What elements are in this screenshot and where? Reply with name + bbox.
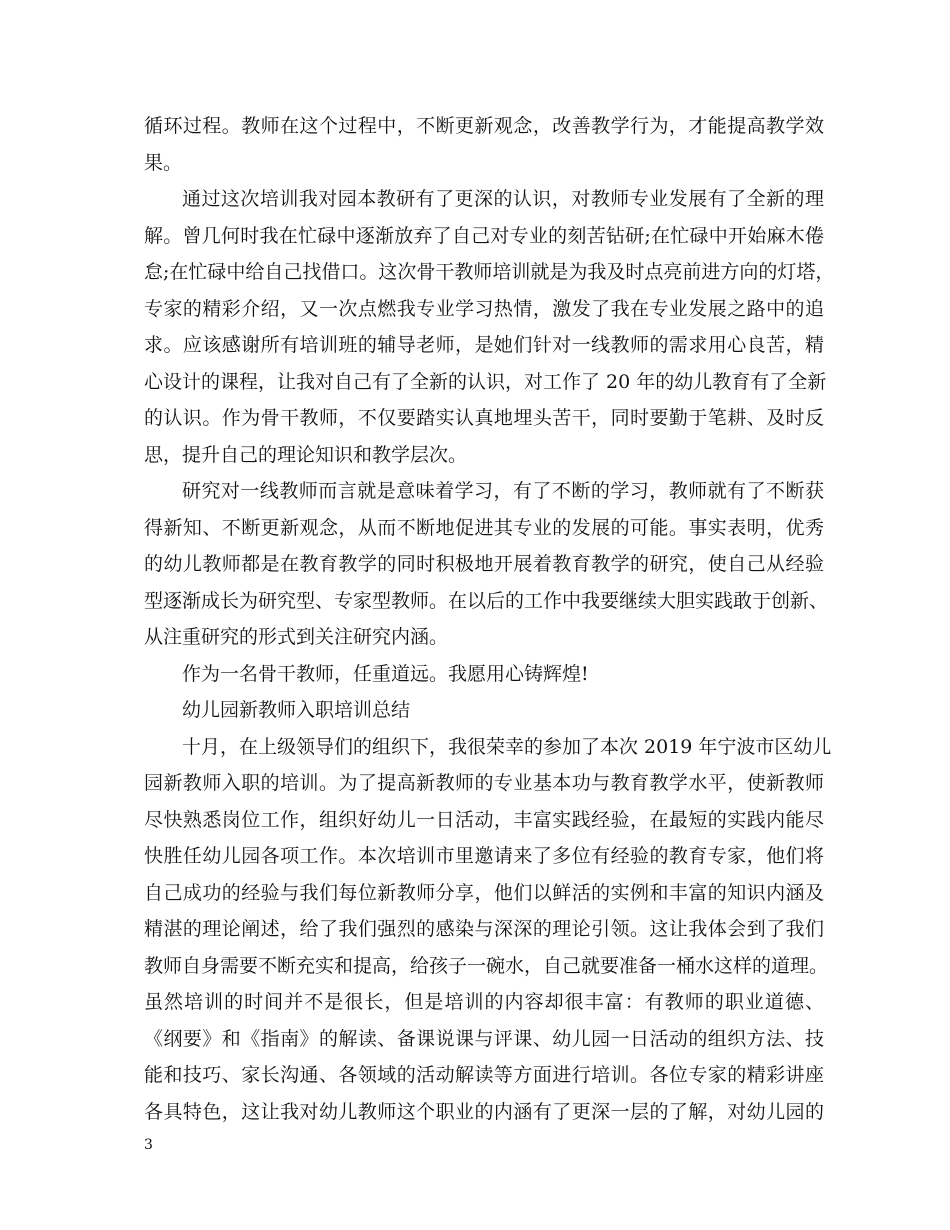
text-line: 的幼儿教师都是在教育教学的同时积极地开展着教育教学的研究，使自己从经验: [144, 553, 824, 575]
text-line: 型逐渐成长为研究型、专家型教师。在以后的工作中我要继续大胆实践敢于创新、: [144, 589, 829, 612]
text-line: 尽快熟悉岗位工作，组织好幼儿一日活动，丰富实践经验，在最短的实践内能尽: [144, 808, 824, 831]
text-line: 果。: [144, 151, 183, 174]
text-line: 思，提升自己的理论知识和教学层次。: [144, 443, 468, 466]
text-line: 得新知、不断更新观念，从而不断地促进其专业的发展的可能。事实表明，优秀: [144, 516, 824, 539]
text-line: 快胜任幼儿园各项工作。本次培训市里邀请来了多位有经验的教育专家，他们将: [144, 845, 824, 867]
text-line: 各具特色，这让我对幼儿教师这个职业的内涵有了更深一层的了解，对幼儿园的: [144, 1100, 824, 1123]
body-text: [144, 108, 835, 1130]
text-line: 幼儿园新教师入职培训总结: [182, 699, 411, 721]
text-line: 《纲要》和《指南》的解读、备课说课与评课、幼儿园一日活动的组织方法、技: [144, 1027, 824, 1050]
text-line: 研究对一线教师而言就是意味着学习，有了不断的学习，教师就有了不断获: [182, 480, 824, 502]
text-line: 虽然培训的时间并不是很长，但是培训的内容却很丰富：有教师的职业道德、: [144, 991, 824, 1013]
text-line: 十月，在上级领导们的组织下，我很荣幸的参加了本次 2019 年宁波市区幼儿: [182, 735, 832, 758]
text-line: 怠;在忙碌中给自己找借口。这次骨干教师培训就是为我及时点亮前进方向的灯塔，: [144, 261, 835, 283]
text-line: 自己成功的经验与我们每位新教师分享，他们以鲜活的实例和丰富的知识内涵及: [144, 881, 824, 904]
text-line: 心设计的课程，让我对自己有了全新的认识，对工作了 20 年的幼儿教育有了全新: [144, 370, 827, 393]
text-line: 专家的精彩介绍，又一次点燃我专业学习热情，激发了我在专业发展之路中的追: [144, 297, 824, 320]
text-line: 教师自身需要不断充实和提高，给孩子一碗水，自己就要准备一桶水这样的道理。: [144, 954, 829, 977]
text-line: 通过这次培训我对园本教研有了更深的认识，对教师专业发展有了全新的理: [182, 188, 824, 210]
text-line: 能和技巧、家长沟通、各领域的活动解读等方面进行培训。各位专家的精彩讲座: [144, 1064, 824, 1086]
text-line: 从注重研究的形式到关注研究内涵。: [144, 626, 449, 648]
text-line: 的认识。作为骨干教师，不仅要踏实认真地埋头苦干，同时要勤于笔耕、及时反: [144, 407, 824, 429]
text-line: 精湛的理论阐述，给了我们强烈的感染与深深的理论引领。这让我体会到了我们: [144, 918, 824, 940]
page-number: 3: [144, 1137, 153, 1153]
text-line: 作为一名骨干教师，任重道远。我愿用心铸辉煌!: [182, 662, 589, 685]
text-line: 循环过程。教师在这个过程中，不断更新观念，改善教学行为，才能提高教学效: [144, 115, 824, 137]
text-line: 求。应该感谢所有培训班的辅导老师，是她们针对一线教师的需求用心良苦，精: [144, 334, 824, 356]
text-line: 园新教师入职的培训。为了提高新教师的专业基本功与教育教学水平，使新教师: [144, 772, 824, 794]
text-line: 解。曾几何时我在忙碌中逐渐放弃了自己对专业的刻苦钻研;在忙碌中开始麻木倦: [144, 224, 824, 247]
